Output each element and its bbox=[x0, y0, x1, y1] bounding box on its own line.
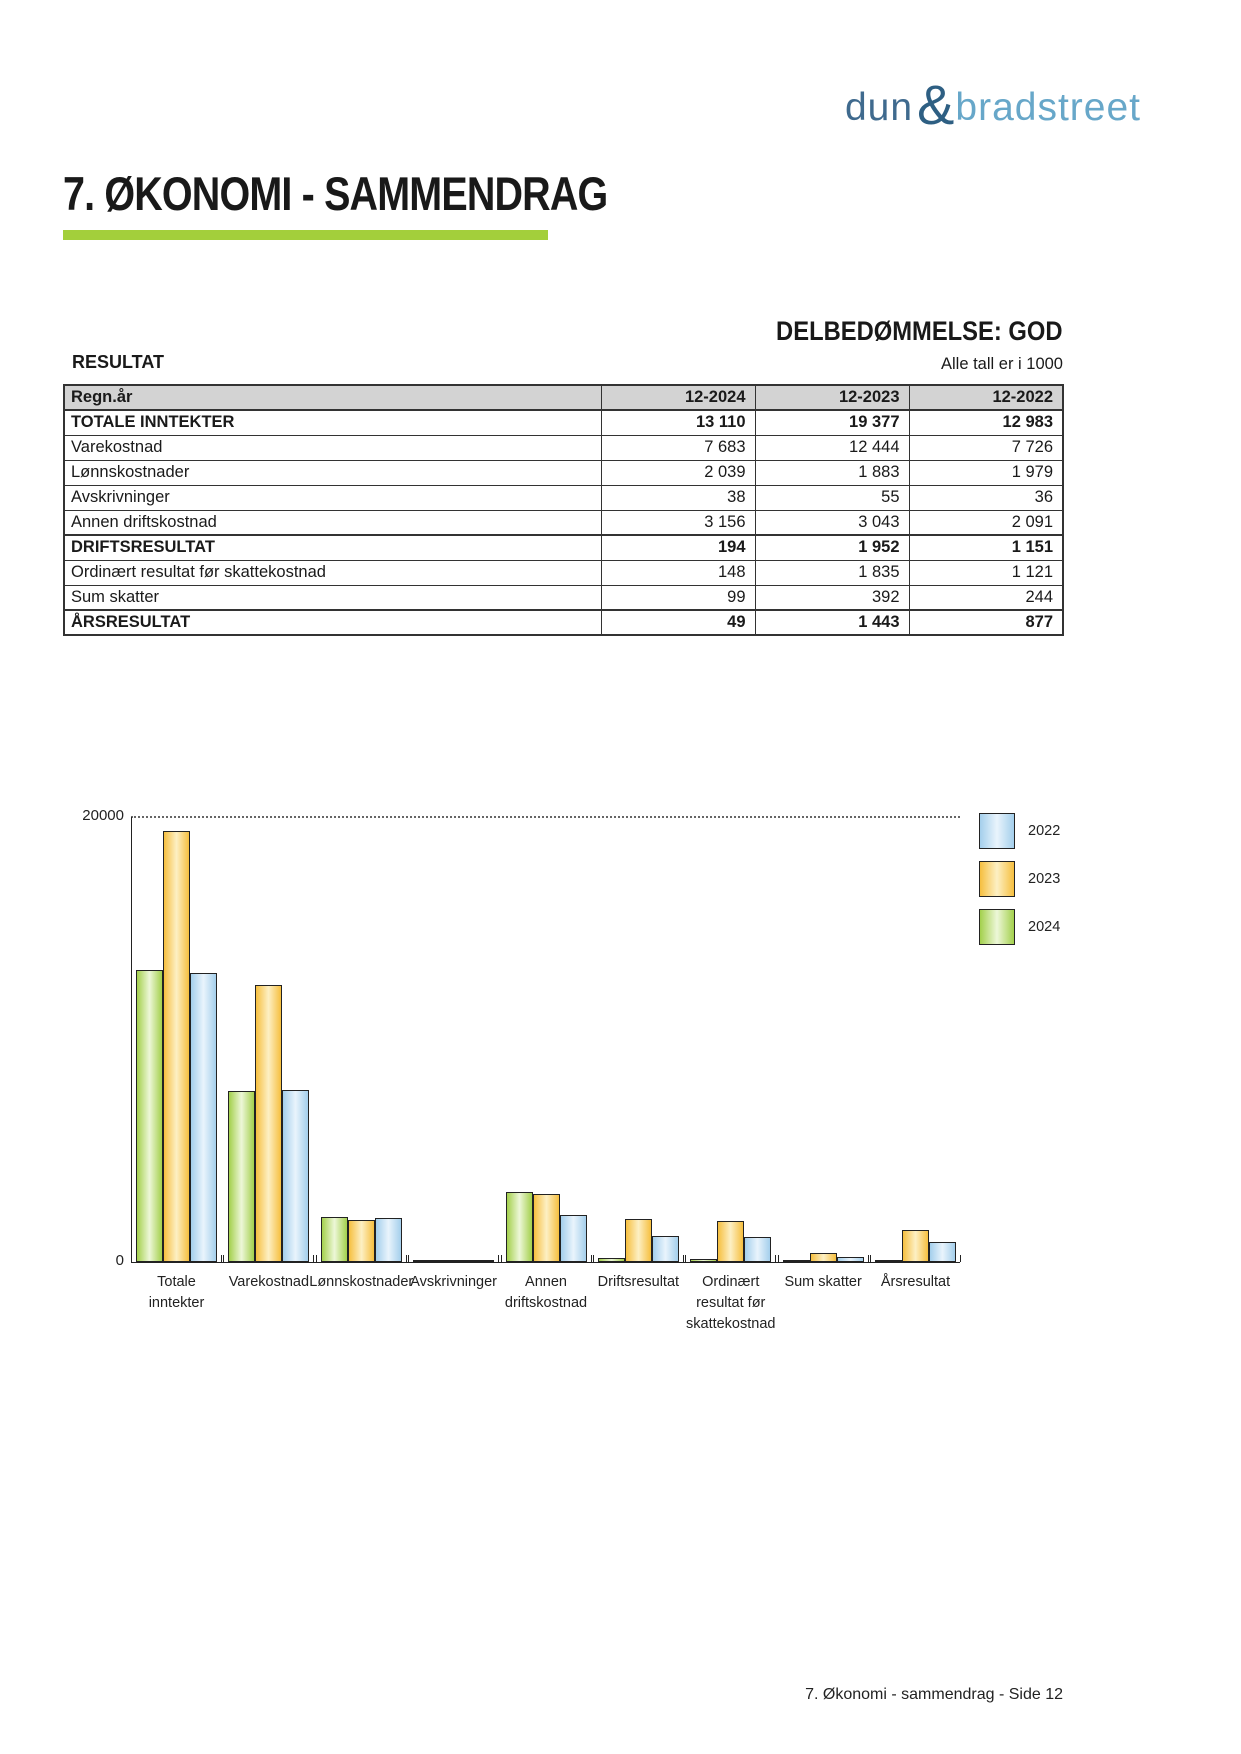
result-table-body bbox=[64, 410, 1063, 635]
result-table-head bbox=[64, 385, 1063, 410]
bar-group bbox=[410, 817, 498, 1290]
legend-label: 2023 bbox=[1028, 871, 1061, 887]
bar-group bbox=[309, 817, 414, 1290]
legend-label: 2024 bbox=[1028, 919, 1061, 935]
row-label: Varekostnad bbox=[64, 435, 601, 460]
assessment-heading: DELBEDØMMELSE: GOD bbox=[776, 316, 1063, 346]
bar-2024 bbox=[783, 1260, 810, 1262]
bar-2022 bbox=[652, 1236, 679, 1262]
bar-2022 bbox=[467, 1260, 494, 1262]
cell-value: 3 156 bbox=[601, 510, 755, 535]
y-axis-line bbox=[131, 817, 132, 1263]
table-row bbox=[64, 560, 1063, 585]
bar-2022 bbox=[375, 1218, 402, 1262]
bar-2022 bbox=[837, 1257, 864, 1262]
header-cell: 12-2024 bbox=[601, 385, 755, 410]
bar-2023 bbox=[533, 1194, 560, 1262]
section-label: RESULTAT bbox=[72, 352, 164, 372]
cell-value: 38 bbox=[601, 485, 755, 510]
y-axis-min-label: 0 bbox=[115, 1252, 124, 1269]
table-row bbox=[64, 610, 1063, 635]
page-footer: 7. Økonomi - sammendrag - Side 12 bbox=[805, 1686, 1063, 1703]
bar-2024 bbox=[136, 970, 163, 1262]
bar-2024 bbox=[875, 1260, 902, 1262]
bar-2022 bbox=[190, 973, 217, 1262]
category-label: Årsresultat bbox=[880, 1274, 951, 1290]
cell-value: 1 151 bbox=[909, 535, 1063, 560]
category-label: Varekostnad bbox=[228, 1274, 310, 1290]
bar-2024 bbox=[506, 1192, 533, 1262]
bar-2024 bbox=[413, 1260, 440, 1262]
ampersand-icon: & bbox=[917, 73, 955, 136]
bar-2024 bbox=[321, 1217, 348, 1262]
cell-value: 2 039 bbox=[601, 460, 755, 485]
cell-value: 55 bbox=[755, 485, 909, 510]
cell-value: 1 121 bbox=[909, 560, 1063, 585]
bar-group bbox=[875, 817, 956, 1290]
cell-value: 49 bbox=[601, 610, 755, 635]
bar-2023 bbox=[902, 1230, 929, 1262]
cell-value: 7 726 bbox=[909, 435, 1063, 460]
header-cell: 12-2023 bbox=[755, 385, 909, 410]
dun-bradstreet-logo bbox=[844, 68, 1141, 136]
table-header-row bbox=[64, 385, 1063, 410]
bar-2023 bbox=[625, 1219, 652, 1262]
legend-swatch-2023 bbox=[979, 861, 1015, 897]
row-label: Avskrivninger bbox=[64, 485, 601, 510]
cell-value: 244 bbox=[909, 585, 1063, 610]
chart-plot bbox=[136, 817, 956, 1332]
cell-value: 19 377 bbox=[755, 410, 909, 435]
bar-2023 bbox=[440, 1260, 467, 1262]
bar-2023 bbox=[255, 985, 282, 1262]
category-label: Driftsresultat bbox=[597, 1274, 680, 1290]
logo-word-dun: dun bbox=[844, 86, 914, 129]
bar-2022 bbox=[282, 1090, 309, 1262]
cell-value: 13 110 bbox=[601, 410, 755, 435]
cell-value: 1 443 bbox=[755, 610, 909, 635]
cell-value: 392 bbox=[755, 585, 909, 610]
bar-group bbox=[597, 817, 680, 1290]
table-row bbox=[64, 410, 1063, 435]
table-row bbox=[64, 510, 1063, 535]
legend-entry bbox=[979, 909, 1060, 945]
bar-2022 bbox=[744, 1237, 771, 1262]
cell-value: 1 979 bbox=[909, 460, 1063, 485]
row-label: TOTALE INNTEKTER bbox=[64, 410, 601, 435]
cell-value: 99 bbox=[601, 585, 755, 610]
bar-2022 bbox=[560, 1215, 587, 1262]
units-note: Alle tall er i 1000 bbox=[941, 355, 1063, 373]
bar-2024 bbox=[598, 1258, 625, 1262]
cell-value: 12 983 bbox=[909, 410, 1063, 435]
header-cell: 12-2022 bbox=[909, 385, 1063, 410]
cell-value: 194 bbox=[601, 535, 755, 560]
bar-group bbox=[504, 817, 588, 1311]
category-label: Avskrivninger bbox=[410, 1274, 498, 1290]
cell-value: 3 043 bbox=[755, 510, 909, 535]
bar-2023 bbox=[717, 1221, 744, 1262]
legend-swatch-2022 bbox=[979, 813, 1015, 849]
row-label: Ordinært resultat før skattekostnad bbox=[64, 560, 601, 585]
legend-swatch-2024 bbox=[979, 909, 1015, 945]
legend-entry bbox=[979, 861, 1060, 897]
bar-2023 bbox=[348, 1220, 375, 1262]
title-accent-bar bbox=[63, 230, 548, 240]
cell-value: 2 091 bbox=[909, 510, 1063, 535]
logo-word-bradstreet: bradstreet bbox=[955, 86, 1141, 129]
table-row bbox=[64, 460, 1063, 485]
result-table bbox=[63, 384, 1064, 636]
category-label: Lønnskostnader bbox=[309, 1274, 414, 1290]
table-row bbox=[64, 485, 1063, 510]
chart-legend bbox=[979, 813, 1060, 957]
table-row bbox=[64, 435, 1063, 460]
bar-2022 bbox=[929, 1242, 956, 1262]
legend-entry bbox=[979, 813, 1060, 849]
bar-2024 bbox=[228, 1091, 255, 1262]
cell-value: 1 883 bbox=[755, 460, 909, 485]
cell-value: 1 835 bbox=[755, 560, 909, 585]
category-label: Ordinært resultat før skattekostnad bbox=[686, 1274, 776, 1332]
bar-group bbox=[136, 817, 217, 1311]
legend-label: 2022 bbox=[1028, 823, 1061, 839]
x-axis-line bbox=[131, 1262, 960, 1263]
cell-value: 12 444 bbox=[755, 435, 909, 460]
bar-2023 bbox=[163, 831, 190, 1262]
bar-group bbox=[783, 817, 864, 1290]
y-axis-max-label: 20000 bbox=[82, 807, 124, 824]
row-label: Annen driftskostnad bbox=[64, 510, 601, 535]
row-label: ÅRSRESULTAT bbox=[64, 610, 601, 635]
category-label: Annen driftskostnad bbox=[504, 1274, 588, 1311]
cell-value: 7 683 bbox=[601, 435, 755, 460]
cell-value: 36 bbox=[909, 485, 1063, 510]
cell-value: 148 bbox=[601, 560, 755, 585]
category-label: Sum skatter bbox=[784, 1274, 862, 1290]
row-label: DRIFTSRESULTAT bbox=[64, 535, 601, 560]
cell-value: 1 952 bbox=[755, 535, 909, 560]
table-row bbox=[64, 585, 1063, 610]
row-label: Sum skatter bbox=[64, 585, 601, 610]
bar-2024 bbox=[690, 1259, 717, 1262]
bar-group bbox=[686, 817, 776, 1332]
category-label: Totale inntekter bbox=[148, 1274, 205, 1311]
table-row bbox=[64, 535, 1063, 560]
cell-value: 877 bbox=[909, 610, 1063, 635]
header-cell: Regn.år bbox=[64, 385, 601, 410]
bar-group bbox=[228, 817, 310, 1290]
row-label: Lønnskostnader bbox=[64, 460, 601, 485]
bar-2023 bbox=[810, 1253, 837, 1262]
page-title: 7. ØKONOMI - SAMMENDRAG bbox=[63, 167, 608, 220]
